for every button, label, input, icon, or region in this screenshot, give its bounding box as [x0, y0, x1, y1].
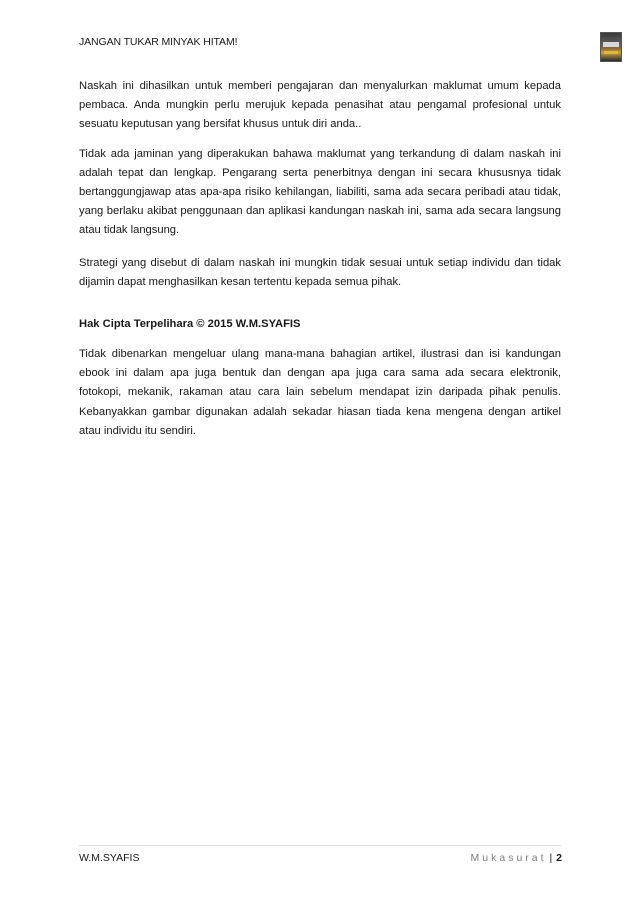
footer-page-indicator	[471, 852, 562, 864]
footer-author: W.M.SYAFIS	[79, 852, 140, 864]
copyright-heading: Hak Cipta Terpelihara © 2015 W.M.SYAFIS	[79, 318, 301, 330]
book-cover-thumbnail-icon	[600, 32, 622, 62]
copyright-paragraph: Tidak dibenarkan mengeluar ulang mana-mana bahagian artikel, ilustrasi dan isi kandungan ebook ini dalam apa juga bentuk dan dengan apa juga cara sama ada secara elektronik, fotokopi, mekanik, rakaman atau cara lain sebelum mendapat izin daripada pihak penulis. Kebanyakkan gambar digunakan adalah sekadar hiasan tiada kena mengena dengan artikel atau individu itu sendiri.	[79, 348, 561, 437]
footer-page-number: 2	[556, 852, 562, 864]
disclaimer-paragraph-2: Tidak ada jaminan yang diperakukan bahawa maklumat yang terkandung di dalam naskah ini adalah tepat dan lengkap. Pengarang serta penerbitnya dengan ini secara khususnya tidak bertanggungjawap atas apa-apa risiko kehilangan, liabiliti, sama ada secara peribadi atau tidak, yang berlaku akibat penggunaan dan aplikasi kandungan naskah ini, sama ada secara langsung atau tidak langsung.	[79, 147, 561, 237]
footer-page-word: Mukasurat	[470, 852, 547, 864]
disclaimer-body	[79, 77, 561, 305]
running-header-title: JANGAN TUKAR MINYAK HITAM!	[79, 36, 238, 48]
footer-separator: |	[549, 852, 553, 864]
thumbnail-band	[603, 42, 619, 47]
footer-divider	[79, 845, 561, 846]
disclaimer-paragraph-3: Strategi yang disebut di dalam naskah ini mungkin tidak sesuai untuk setiap individu dan tidak dijamin dapat menghasilkan kesan tertentu kepada semua pihak.	[79, 256, 561, 288]
thumbnail-accent-band	[604, 51, 618, 54]
disclaimer-paragraph-1: Naskah ini dihasilkan untuk memberi pengajaran dan menyalurkan maklumat umum kepada pembaca. Anda mungkin perlu merujuk kepada penasihat atau pengamal profesional untuk sesuatu keputusan yang bersifat khusus untuk diri anda..	[79, 80, 561, 131]
